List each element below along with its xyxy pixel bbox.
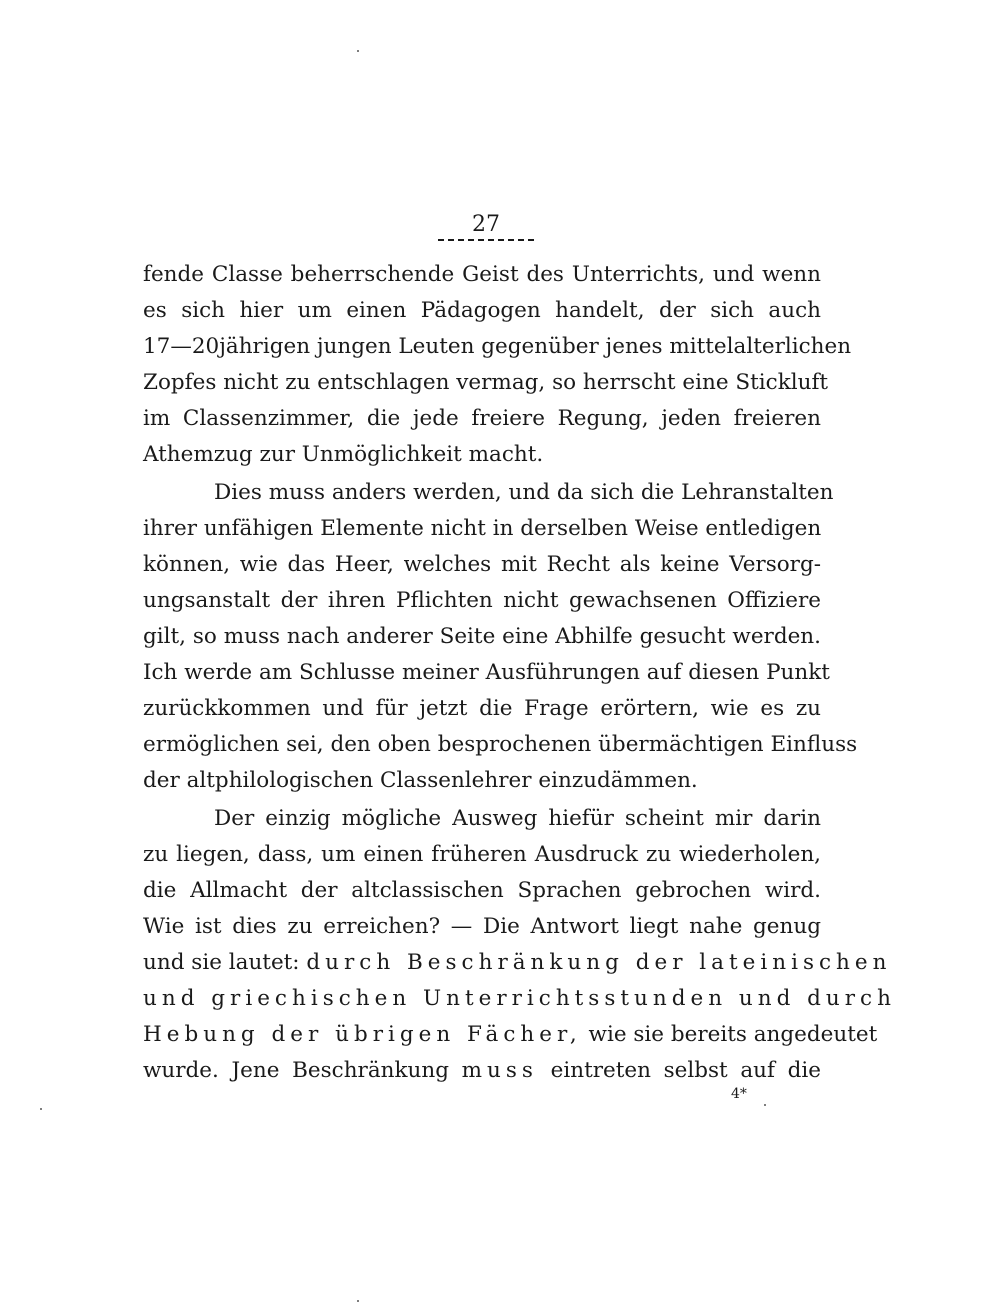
- text-line: können, wie das Heer, welches mit Recht als keine Versorg-: [143, 552, 821, 577]
- text-line: Wie ist dies zu erreichen? — Die Antwort liegt nahe genug: [143, 914, 821, 939]
- text-line: es sich hier um einen Pädagogen handelt, der sich auch: [143, 298, 821, 323]
- scan-speck: [764, 1104, 766, 1106]
- text-span: eintreten selbst auf die: [550, 1058, 821, 1083]
- text-span: wurde. Jene Beschränkung: [143, 1058, 449, 1083]
- text-line: gilt, so muss nach anderer Seite eine Abhilfe gesucht werden.: [143, 624, 821, 649]
- scan-speck: [357, 50, 359, 52]
- scan-speck: [40, 1108, 42, 1110]
- text-span: wie sie bereits angedeutet: [588, 1022, 878, 1047]
- text-line: ungsanstalt der ihren Pflichten nicht gewachsenen Offiziere: [143, 588, 821, 613]
- text-line: zurückkommen und für jetzt die Frage erörtern, wie es zu: [143, 696, 821, 721]
- text-line: Zopfes nicht zu entschlagen vermag, so herrscht eine Stickluft: [143, 370, 829, 395]
- text-line: der altphilologischen Classenlehrer einzudämmen.: [143, 768, 698, 793]
- text-line-emphasis: [143, 950, 892, 976]
- emphasis-text: muss: [461, 1058, 538, 1083]
- text-line: im Classenzimmer, die jede freiere Regung, jeden freieren: [143, 406, 821, 431]
- text-line-emphasis: [143, 1022, 878, 1048]
- text-line: ermöglichen sei, den oben besprochenen übermächtigen Einfluss: [143, 732, 858, 757]
- paragraph-first-line: Dies muss anders werden, und da sich die Lehranstalten: [214, 480, 834, 505]
- text-line: zu liegen, dass, um einen früheren Ausdruck zu wiederholen,: [143, 842, 821, 867]
- emphasis-text-line: und griechischen Unterrichtsstunden und durch: [143, 986, 896, 1011]
- text-line: 17—20jährigen jungen Leuten gegenüber jenes mittelalterlichen: [143, 334, 852, 359]
- emphasis-text: Hebung der übrigen Fächer,: [143, 1022, 582, 1047]
- text-span: und sie lautet:: [143, 950, 300, 975]
- text-line: die Allmacht der altclassischen Sprachen gebrochen wird.: [143, 878, 821, 903]
- text-line: Ich werde am Schlusse meiner Ausführungen auf diesen Punkt: [143, 660, 830, 685]
- text-line: Athemzug zur Unmöglichkeit macht.: [143, 442, 544, 467]
- paragraph-first-line: Der einzig mögliche Ausweg hiefür scheint mir darin: [214, 806, 821, 831]
- text-line: ihrer unfähigen Elemente nicht in derselben Weise entledigen: [143, 516, 822, 541]
- signature-mark: 4*: [731, 1086, 747, 1102]
- text-line-emphasis: [143, 1058, 821, 1084]
- scan-speck: [357, 1300, 359, 1302]
- emphasis-text: durch Beschränkung der lateinischen: [306, 950, 892, 975]
- text-line: fende Classe beherrschende Geist des Unterrichts, und wenn: [143, 262, 821, 287]
- page-number: 27: [472, 212, 500, 237]
- page-number-rule: [438, 239, 534, 241]
